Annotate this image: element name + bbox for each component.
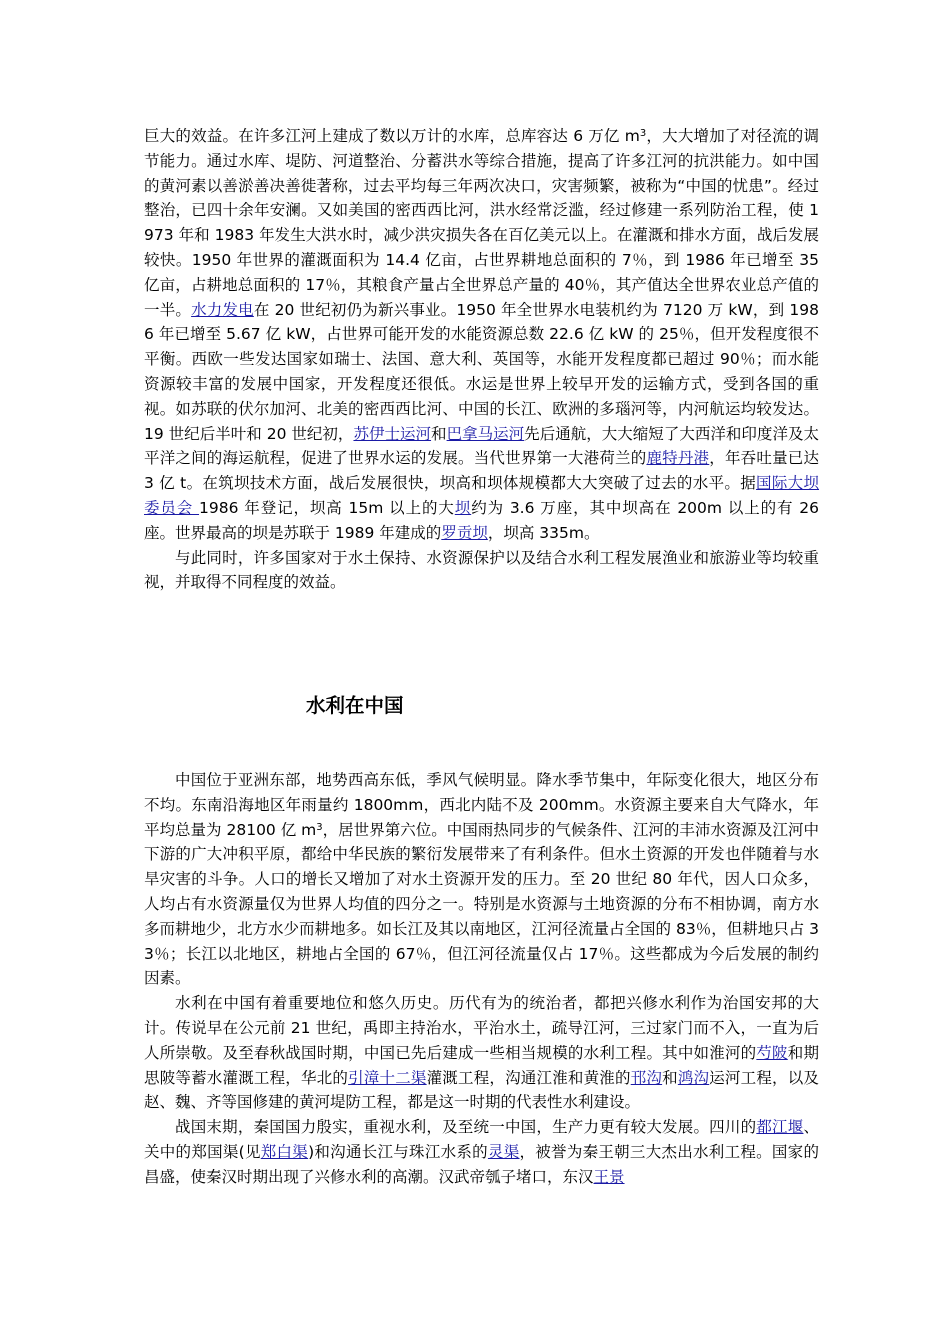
text-segment: 和: [662, 1068, 678, 1087]
document-page: [144, 124, 819, 1186]
link-hydropower[interactable]: 水力发电: [191, 300, 254, 319]
text-segment: 水利在中国有着重要地位和悠久历史。历代有为的统治者，都把兴修水利作为治国安邦的大计。传说早在公元前 21 世纪，禹即主持治水，平治水土，疏导江河，三过家门而不入，一直为后人所崇敬。及至春秋战国时期，中国已先后建成一些相当规模的水利工程。其中如淮河的: [144, 994, 819, 1062]
link-honggou[interactable]: 鸿沟: [677, 1068, 710, 1087]
text-segment: 运河工程，以及赵、魏、齐等国修建的黄河堤防工程，都是这一时期的代表性水利建设。: [144, 1068, 819, 1112]
superscript: 3: [639, 128, 647, 139]
text-segment: 、关中的郑国渠(见: [144, 1118, 819, 1161]
text-segment: ，年吞吐量已达 3 亿 t。在筑坝技术方面，战后发展很快，坝高和坝体规模都大大突破了过去的水平。据: [144, 449, 819, 493]
text-segment: 在 20 世纪初仍为新兴事业。1950 年全世界水电装机约为 7120 万 kW，到 1986 年已增至 5.67 亿 kW，占世界可能开发的水能资源总数 22.6 亿 kW 的 25％，但开发程度很不平衡。西欧一些发达国家如瑞士、法国、意大利、英国等，水能开发程度都已超过 90％；而水能资源较丰富的发展中国家，开发程度还很低。水运是世界上较早开发的运输方式，受到各国的重视。如苏联的伏尔加河、北美的密西西比河、中国的长江、欧洲的多瑙河等，内河航运均较发达。19 世纪后半叶和 20 世纪初，: [144, 300, 819, 443]
link-yinzhang-canals[interactable]: 引漳十二渠: [348, 1068, 427, 1087]
text-segment: 和期思陂等蓄水灌溉工程，华北的: [144, 1043, 819, 1087]
section1-paragraph-1: [144, 124, 819, 546]
section2-paragraph-2: [144, 991, 819, 1115]
text-segment: 灌溉工程，沟通江淮和黄淮的: [426, 1068, 631, 1087]
link-panama-canal[interactable]: 巴拿马运河: [446, 424, 525, 443]
section2-body: [144, 768, 819, 1190]
section-heading: 水利在中国: [306, 694, 404, 717]
link-hangou[interactable]: 邗沟: [630, 1068, 663, 1087]
text-segment: 巨大的效益。在许多江河上建成了数以万计的水库，总库容达 6 万亿 m: [144, 127, 640, 145]
text-segment: ，坝高 335m。: [487, 523, 600, 542]
text-segment: 战国末期，秦国国力殷实，重视水利，及至统一中国，生产力更有较大发展。四川的: [175, 1118, 757, 1137]
text-segment: ，大大增加了对径流的调节能力。通过水库、堤防、河道整治、分蓄洪水等综合措施，提高了许多江河的抗洪能力。如中国的黄河素以善淤善决善徙著称，过去平均每三年两次决口，灾害频繁，被称为“中国的忧患”。经过整治，已四十余年安澜。又如美国的密西西比河，洪水经常泛滥，经过修建一系列防治工程，使 1973 年和 1983 年发生大洪水时，减少洪灾损失各在百亿美元以上。在灌溉和排水方面，战后发展较快。1950 年世界的灌溉面积为 14.4 亿亩，占世界耕地总面积的 7％，到 1986 年已增至 35 亿亩，占耕地总面积的 17％，其粮食产量占全世界总产量的 40％，其产值达全世界农业总产值的一半。: [144, 127, 819, 319]
link-lingqu[interactable]: 灵渠: [487, 1142, 520, 1161]
link-rotterdam-port[interactable]: 鹿特丹港: [646, 449, 710, 468]
link-shaobei[interactable]: 芍陂: [756, 1043, 788, 1062]
text-segment: ，居世界第六位。中国雨热同步的气候条件、江河的丰沛水资源及江河中下游的广大冲积平原，都给中华民族的繁衍发展带来了有利条件。但水土资源的开发也伴随着与水旱灾害的斗争。人口的增长又增加了对水土资源开发的压力。至 20 世纪 80 年代，因人口众多，人均占有水资源量仅为世界人均值的四分之一。特别是水资源与土地资源的分布不相协调，南方水多而耕地少，北方水少而耕地多。如长江及其以南地区，江河径流量占全国的 83％，但耕地只占 33％；长江以北地区，耕地占全国的 67％，但江河径流量仅占 17％。这些都成为今后发展的制约因素。: [144, 820, 819, 988]
link-zhengbai-canal[interactable]: 郑白渠: [260, 1142, 309, 1161]
link-wangjing[interactable]: 王景: [593, 1167, 625, 1186]
text-segment: 先后通航，大大缩短了大西洋和印度洋及太平洋之间的海运航程，促进了世界水运的发展。当代世界第一大港荷兰的: [144, 424, 819, 468]
text-segment: 约为 3.6 万座，其中坝高在 200m 以上的有 26 座。世界最高的坝是苏联于 1989 年建成的: [144, 498, 819, 542]
link-suez-canal[interactable]: 苏伊士运河: [353, 424, 432, 443]
text-segment: )和沟通长江与珠江水系的: [308, 1142, 488, 1161]
text-segment: 中国位于亚洲东部，地势西高东低，季风气候明显。降水季节集中，年际变化很大，地区分布不均。东南沿海地区年雨量约 1800mm，西北内陆不及 200mm。水资源主要来自大气降水，年平均总量为 28100 亿 m: [144, 771, 819, 839]
link-dujiangyan[interactable]: 都江堰: [756, 1118, 804, 1137]
link-rogun-dam[interactable]: 罗贡坝: [441, 523, 488, 542]
link-dam[interactable]: 坝: [454, 498, 472, 517]
section2-paragraph-1: [144, 768, 819, 991]
text-segment: ，被誉为秦王朝三大杰出水利工程。国家的昌盛，使秦汉时期出现了兴修水利的高潮。汉武帝瓠子堵口，东汉: [144, 1142, 819, 1186]
superscript: 3: [316, 821, 323, 833]
link-icold[interactable]: 国际大坝委员会: [144, 474, 819, 517]
section1-paragraph-2: 与此同时，许多国家对于水土保持、水资源保护以及结合水利工程发展渔业和旅游业等均较重视，并取得不同程度的效益。: [144, 548, 819, 592]
section2-paragraph-3: [144, 1115, 819, 1189]
text-segment: 1986 年登记，坝高 15m 以上的大: [199, 498, 455, 517]
text-segment: 和: [431, 424, 447, 443]
